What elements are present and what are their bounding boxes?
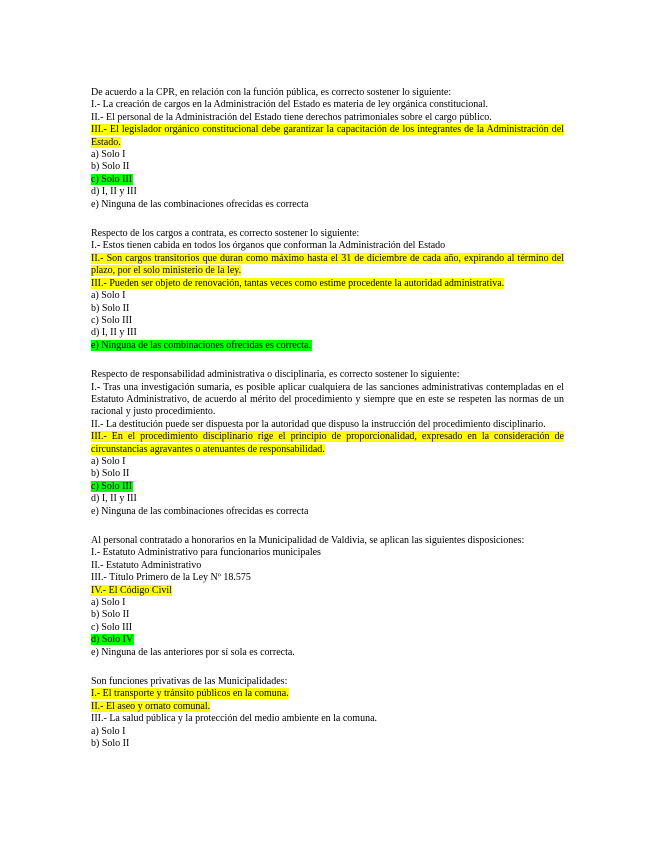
statement-highlighted: IV.- El Código Civil <box>91 584 172 596</box>
answer-option-correct: c) Solo III <box>91 173 133 185</box>
statement-highlighted: I.- El transporte y tránsito públicos en la comuna. <box>91 688 289 700</box>
statement-highlighted: III.- Pueden ser objeto de renovación, tantas veces como estime procedente la autoridad administrativa. <box>91 277 505 289</box>
answer-option-correct: d) Solo IV <box>91 634 134 646</box>
statement: II.- El personal de la Administración del Estado tiene derechos patrimoniales sobre el cargo público. <box>91 111 492 123</box>
statement: III.- La salud pública y la protección del medio ambiente en la comuna. <box>91 713 378 725</box>
statement-highlighted: II.- El aseo y ornato comunal. <box>91 700 211 712</box>
answer-option-correct: c) Solo III <box>91 480 133 492</box>
statement: I.- Estatuto Administrativo para funcionarios municipales <box>91 547 321 559</box>
answer-option: e) Ninguna de las anteriores por sí sola es correcta. <box>91 646 295 658</box>
question-2 <box>91 228 564 352</box>
statement-highlighted: III.- El legislador orgánico constitucional debe garantizar la capacitación de los integrantes de la Administración del Estado. <box>91 124 564 148</box>
answer-option: a) Solo I <box>91 725 126 737</box>
answer-option: c) Solo III <box>91 314 133 326</box>
statement: III.- Título Primero de la Ley Nº 18.575 <box>91 572 251 584</box>
statement: I.- Tras una investigación sumaria, es posible aplicar cualquiera de las sanciones administrativas contempladas en el Estatuto Administrativo, de acuerdo al mérito del procedimiento y siempre que en este se respeten las normas de un racional y justo procedimiento. <box>91 381 564 418</box>
question-5 <box>91 676 564 750</box>
answer-option: b) Solo II <box>91 609 130 621</box>
question-stem: De acuerdo a la CPR, en relación con la función pública, es correcto sostener lo siguiente: <box>91 87 452 98</box>
answer-option: c) Solo III <box>91 621 133 633</box>
answer-option: d) I, II y III <box>91 327 137 339</box>
answer-option: b) Solo II <box>91 161 130 173</box>
statement-highlighted: II.- Son cargos transitorios que duran como máximo hasta el 31 de diciembre de cada año, expirando al término del plazo, por el solo ministerio de la ley. <box>91 252 564 277</box>
answer-option: a) Solo I <box>91 290 126 302</box>
statement: II.- La destitución puede ser dispuesta por la autoridad que dispuso la instrucción del procedimiento disciplinario. <box>91 418 546 430</box>
question-stem: Son funciones privativas de las Municipalidades: <box>91 676 288 688</box>
answer-option: b) Solo II <box>91 302 130 314</box>
question-stem: Respecto de responsabilidad administrativa o disciplinaria, es correcto sostener lo siguiente: <box>91 369 460 381</box>
question-1 <box>91 87 564 211</box>
answer-option: a) Solo I <box>91 455 126 467</box>
answer-option: d) I, II y III <box>91 493 137 505</box>
statement-highlighted: III.- En el procedimiento disciplinario rige el principio de proporcionalidad, expresado en la consideración de circunstancias agravantes o atenuantes de responsabilidad. <box>91 431 564 455</box>
statement: I.- La creación de cargos en la Administración del Estado es materia de ley orgánica constitucional. <box>91 99 488 111</box>
answer-option: e) Ninguna de las combinaciones ofrecidas es correcta <box>91 198 309 210</box>
answer-option: b) Solo II <box>91 738 130 750</box>
question-4 <box>91 535 564 659</box>
question-stem: Al personal contratado a honorarios en la Municipalidad de Valdivia, se aplican las siguientes disposiciones: <box>91 535 525 546</box>
answer-option: a) Solo I <box>91 597 126 609</box>
question-3 <box>91 369 564 518</box>
answer-option: d) I, II y III <box>91 186 137 198</box>
answer-option: e) Ninguna de las combinaciones ofrecidas es correcta <box>91 505 309 517</box>
answer-option-correct: e) Ninguna de las combinaciones ofrecidas es correcta. <box>91 339 311 351</box>
statement: II.- Estatuto Administrativo <box>91 559 202 571</box>
answer-option: b) Solo II <box>91 468 130 480</box>
statement: I.- Estos tienen cabida en todos los órganos que conforman la Administración del Estado <box>91 240 446 252</box>
answer-option: a) Solo I <box>91 149 126 161</box>
question-stem: Respecto de los cargos a contrata, es correcto sostener lo siguiente: <box>91 228 360 240</box>
